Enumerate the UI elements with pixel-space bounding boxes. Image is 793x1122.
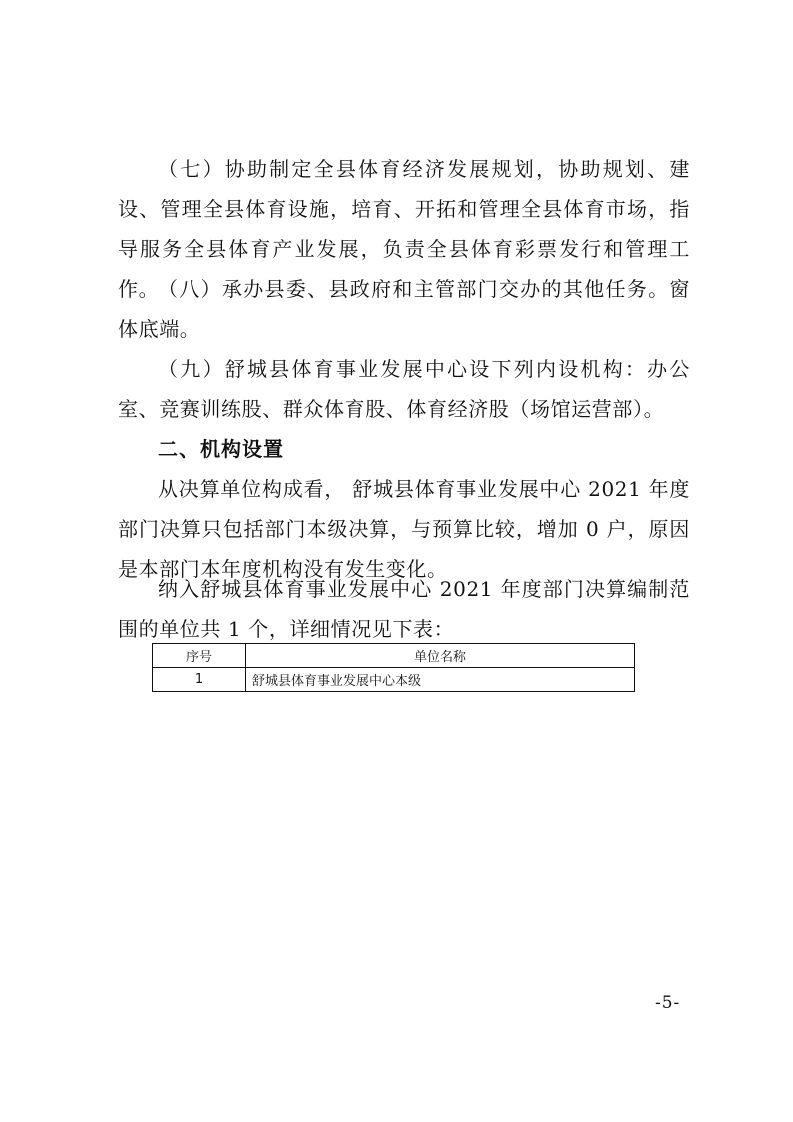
paragraph-duty-9: （九）舒城县体育事业发展中心设下列内设机构：办公室、竞赛训练股、群众体育股、体育经济股（场馆运营部）。 bbox=[118, 357, 690, 421]
paragraph-duty-7: （七）协助制定全县体育经济发展规划，协助规划、建设、管理全县体育设施，培育、开拓和管理全县体育市场，指导服务全县体育产业发展，负责全县体育彩票发行和管理工作。 bbox=[118, 157, 690, 301]
section-heading-org-setup: 二、机构设置 bbox=[158, 437, 284, 461]
paragraph-org-scope: 纳入舒城县体育事业发展中心 2021 年度部门决算编制范围的单位共 1 个，详细情况见下表： bbox=[118, 577, 690, 641]
paragraph-duty-8: （八）承办县委、县政府和主管部门交办的其他任务。窗体底端。 bbox=[118, 277, 690, 341]
table-header-no: 序号 bbox=[153, 644, 246, 668]
paragraph-org-composition: 从决算单位构成看， 舒城县体育事业发展中心 2021 年度部门决算只包括部门本级决算，与预算比较，增加 0 户，原因是本部门本年度机构没有发生变化。 bbox=[118, 477, 690, 581]
table-cell-no: 1 bbox=[153, 668, 246, 692]
page-number: -5- bbox=[655, 993, 681, 1013]
table-header-row bbox=[153, 644, 635, 668]
unit-table bbox=[152, 643, 635, 692]
table-cell-name: 舒城县体育事业发展中心本级 bbox=[246, 668, 635, 692]
table-row bbox=[153, 668, 635, 692]
table-header-name: 单位名称 bbox=[246, 644, 635, 668]
